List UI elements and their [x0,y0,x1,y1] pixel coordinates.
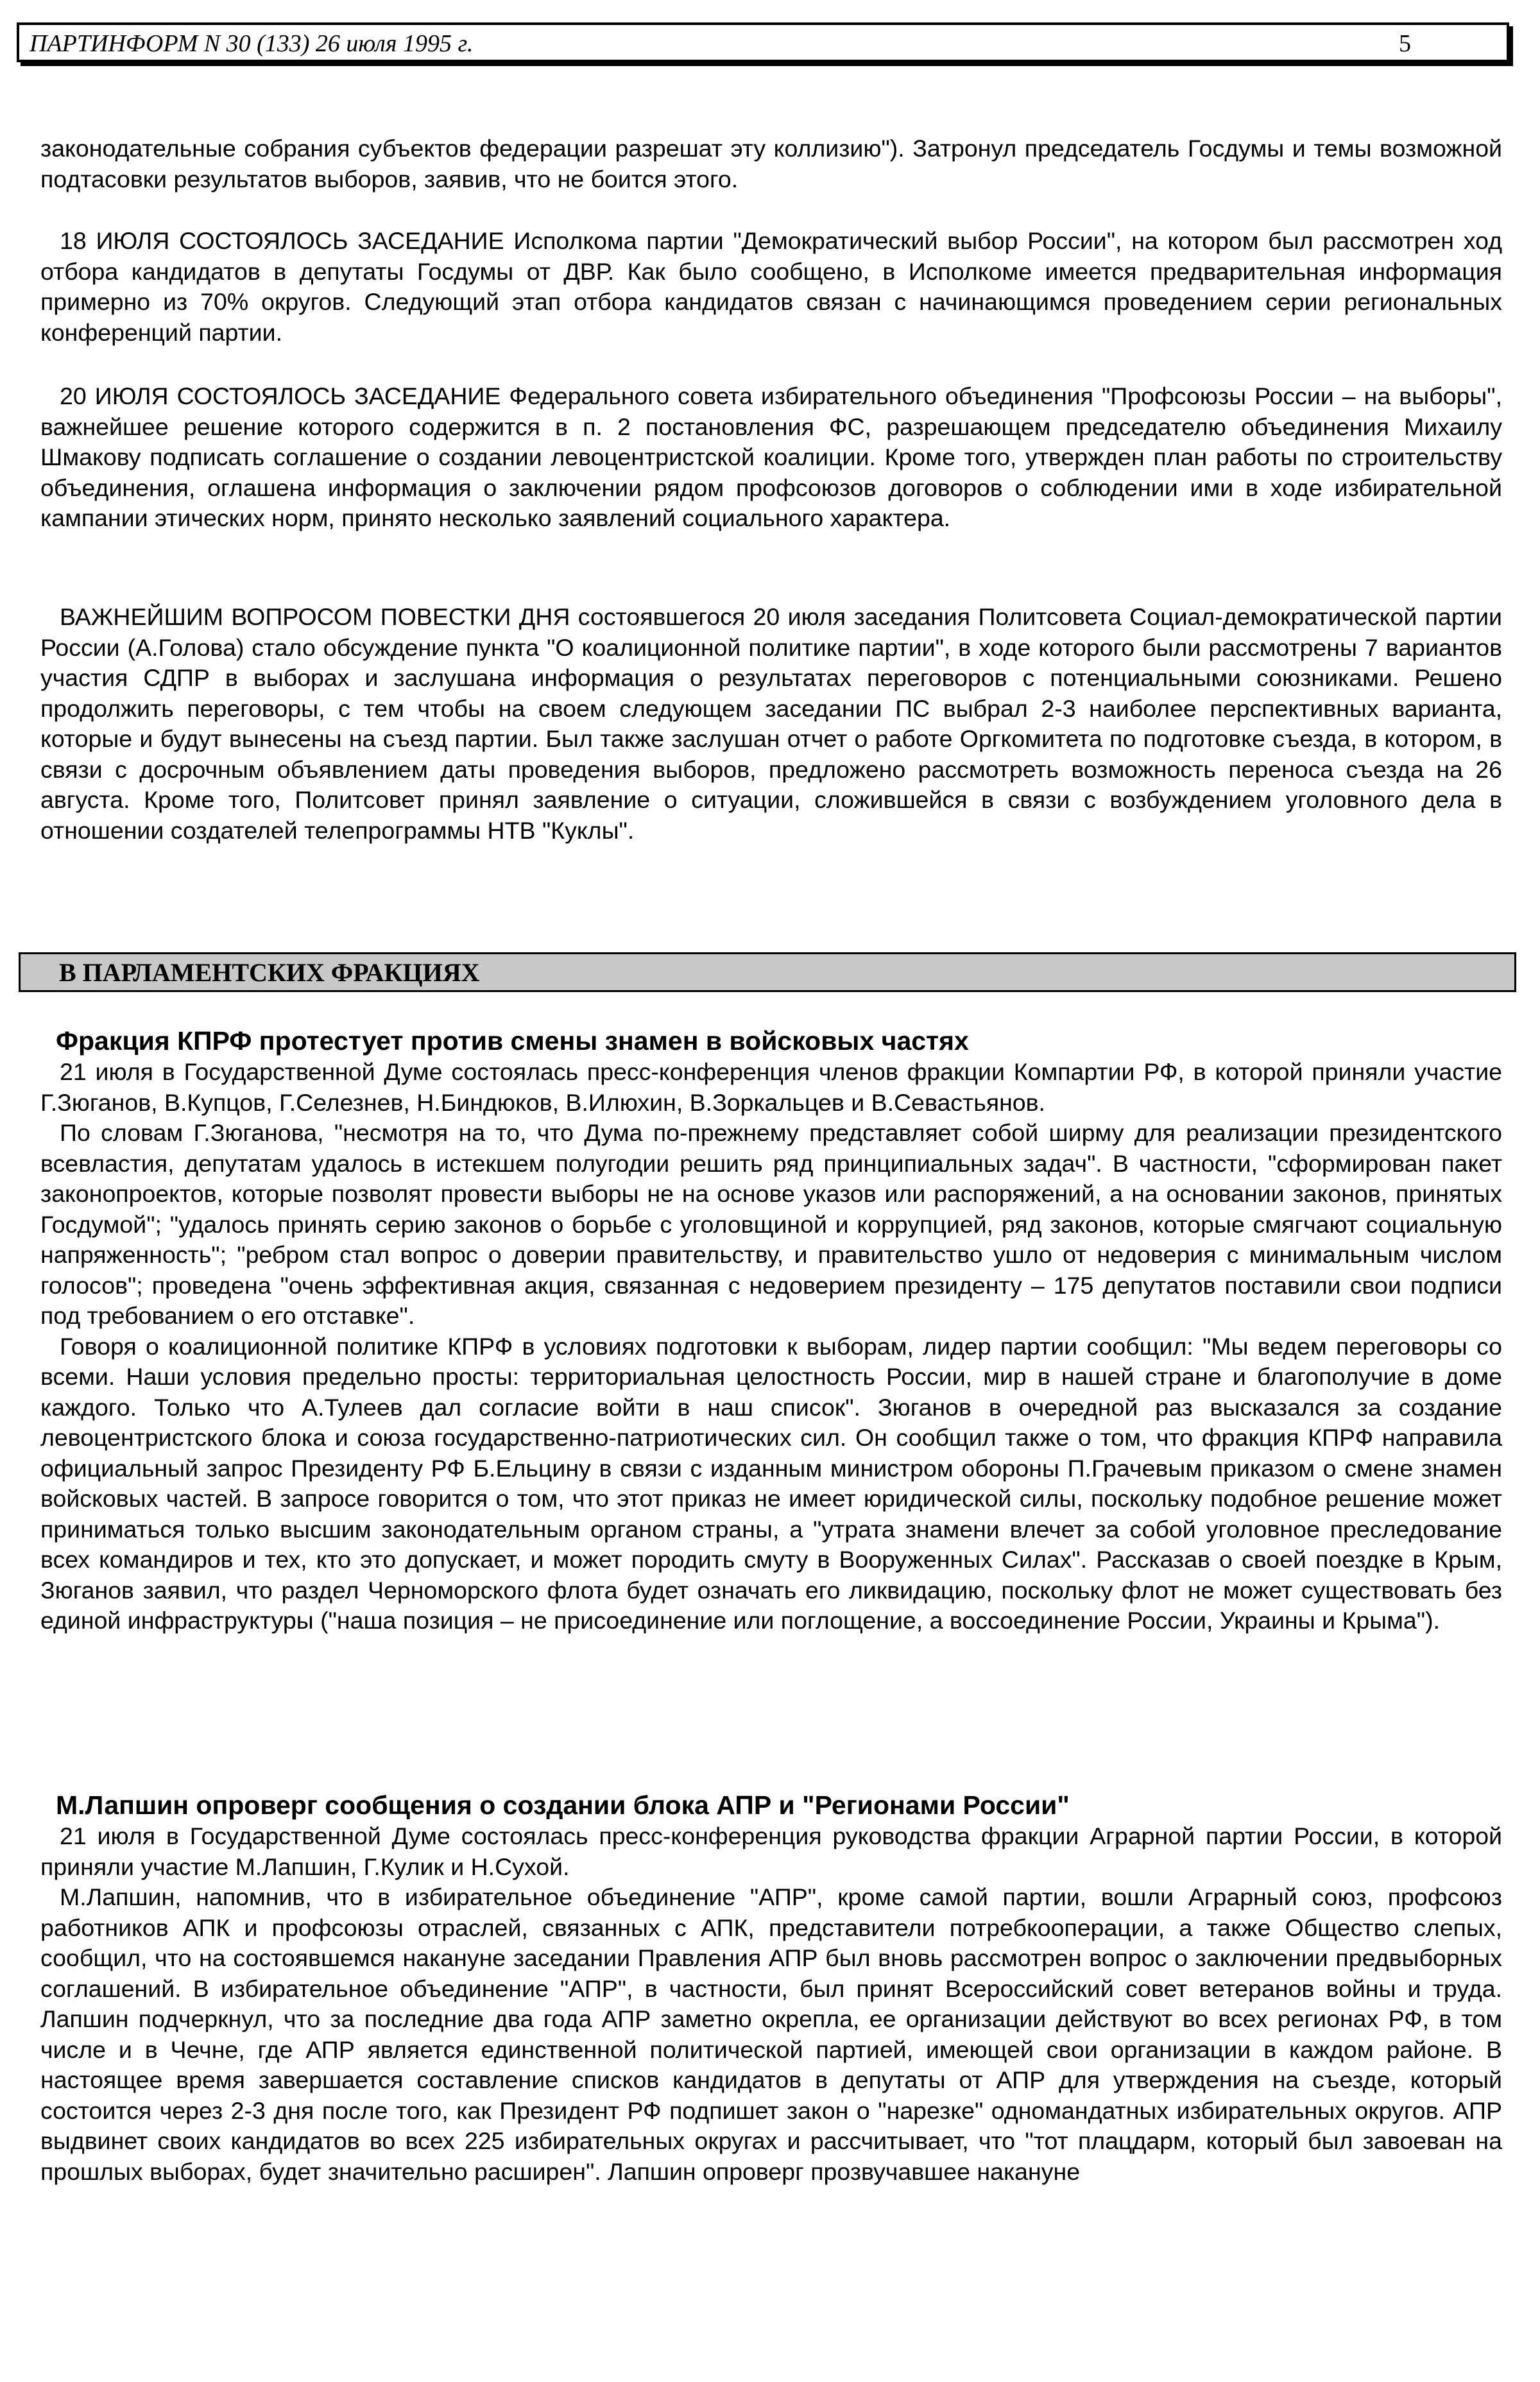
page-number: 5 [1399,30,1411,57]
intro-block [40,133,1502,194]
news-item-trade-unions [40,381,1502,534]
paragraph: ВАЖНЕЙШИМ ВОПРОСОМ ПОВЕСТКИ ДНЯ состоявшегося 20 июля заседания Политсовета Социал-демократической партии России (А.Голова) стало обсуждение пункта "О коалиционной политике партии", в ходе которого были рассмотрены 7 вариантов участия СДПР в выборах и заслушана информация о результатах переговоров с потенциальными союзниками. Решено продолжить переговоры, с тем чтобы на своем следующем заседании ПС выбрал 2-3 наиболее перспективных варианта, которые и будут вынесены на съезд партии. Был также заслушан отчет о работе Оргкомитета по подготовке съезда, в котором, в связи с досрочным объявлением даты проведения выборов, предложено рассмотреть возможность переноса съезда на 26 августа. Кроме того, Политсовет принял заявление о ситуации, сложившейся в связи с возбуждением уголовного дела в отношении создателей телепрограммы НТВ "Куклы". [40,603,1502,844]
section-heading-bar [19,952,1516,992]
article-kprf [40,1025,1502,1636]
article-title: Фракция КПРФ протестует против смены знамен в войсковых частях [56,1026,969,1056]
section-title: В ПАРЛАМЕНТСКИХ ФРАКЦИЯХ [59,958,480,987]
page-header [17,22,1509,62]
paragraph: По словам Г.Зюганова, "несмотря на то, что Дума по-прежнему представляет собой ширму для реализации президентского всевластия, депутатам удалось в истекшем полугодии решить ряд принципиальных задач". В частности, "сформирован пакет законопроектов, которые позволят провести выборы не на основе указов или распоряжений, а на основании законов, принятых Госдумой"; "удалось принять серию законов о борьбе с уголовщиной и коррупцией, ряд законов, которые смягчают социальную напряженность"; "ребром стал вопрос о доверии правительству, и правительство ушло от недоверия с минимальным числом голосов"; проведена "очень эффективная акция, связанная с недоверием президенту – 175 депутатов поставили свои подписи под требованием о его отставке". [40,1119,1502,1329]
paragraph: Говоря о коалиционной политике КПРФ в условиях подготовки к выборам, лидер партии сообщил: "Мы ведем переговоры со всеми. Наши условия предельно просты: территориальная целостность России, мир в нашей стране и благополучие в доме каждого. Только что А.Тулеев дал согласие войти в наш список". Зюганов в очередной раз высказался за создание левоцентристского блока и союза государственно-патриотических сил. Он сообщил также о том, что фракция КПРФ направила официальный запрос Президенту РФ Б.Ельцину в связи с изданным министром обороны П.Грачевым приказом о смене знамен войсковых частей. В запросе говорится о том, что этот приказ не имеет юридической силы, поскольку подобное решение может приниматься только высшим законодательным органом страны, а "утрата знамени влечет за собой уголовное преследование всех командиров и тех, кто это допускает, и может породить смуту в Вооруженных Силах". Рассказав о своей поездке в Крым, Зюганов заявил, что раздел Черноморского флота будет означать его ликвидацию, поскольку флот не может существовать без единой инфраструктуры ("наша позиция – не присоединение или поглощение, а воссоединение России, Украины и Крыма"). [40,1332,1502,1634]
news-item-sdpr [40,602,1502,846]
article-title: М.Лапшин опроверг сообщения о создании блока АПР и "Регионами России" [56,1790,1070,1820]
news-item-dvr [40,226,1502,348]
paragraph: 21 июля в Государственной Думе состоялась пресс-конференция руководства фракции Аграрной партии России, в которой приняли участие М.Лапшин, Г.Кулик и Н.Сухой. [40,1822,1502,1880]
paragraph: законодательные собрания субъектов федерации разрешат эту коллизию"). Затронул председатель Госдумы и темы возможной подтасовки результатов выборов, заявив, что не боится этого. [40,135,1502,193]
paragraph: 21 июля в Государственной Думе состоялась пресс-конференция членов фракции Компартии РФ, в которой приняли участие Г.Зюганов, В.Купцов, Г.Селезнев, Н.Биндюков, В.Илюхин, В.Зоркальцев и В.Севастьянов. [40,1058,1502,1116]
header-title: ПАРТИНФОРМ N 30 (133) 26 июля 1995 г. [30,30,474,57]
paragraph: 18 ИЮЛЯ СОСТОЯЛОСЬ ЗАСЕДАНИЕ Исполкома партии "Демократический выбор России", на котором был рассмотрен ход отбора кандидатов в депутаты Госдумы от ДВР. Как было сообщено, в Исполкоме имеется предварительная информация примерно из 70% округов. Следующий этап отбора кандидатов связан с начинающимся проведением серии региональных конференций партии. [40,227,1502,346]
article-apr [40,1789,1502,2187]
paragraph: М.Лапшин, напомнив, что в избирательное объединение "АПР", кроме самой партии, вошли Аграрный союз, профсоюз работников АПК и профсоюзы отраслей, связанных с АПК, представители потребкооперации, а также Общество слепых, сообщил, что на состоявшемся накануне заседании Правления АПР был вновь рассмотрен вопрос о заключении предвыборных соглашений. В избирательное объединение "АПР", в частности, был принят Всероссийский совет ветеранов войны и труда. Лапшин подчеркнул, что за последние два года АПР заметно окрепла, ее организации действуют во всех регионах РФ, в том числе и в Чечне, где АПР является единственной политической партией, имеющей свои организации в каждом районе. В настоящее время завершается составление списков кандидатов в депутаты от АПР для утверждения на съезде, который состоится через 2-3 дня после того, как Президент РФ подпишет закон о "нарезке" одномандатных избирательных округов. АПР выдвинет своих кандидатов во всех 225 избирательных округах и рассчитывает, что "тот плацдарм, который был завоеван на прошлых выборах, будет значительно расширен". Лапшин опроверг прозвучавшее накануне [40,1883,1502,2185]
paragraph: 20 ИЮЛЯ СОСТОЯЛОСЬ ЗАСЕДАНИЕ Федерального совета избирательного объединения "Профсоюзы России – на выборы", важнейшее решение которого содержится в п. 2 постановления ФС, разрешающем председателю объединения Михаилу Шмакову подписать соглашение о создании левоцентристской коалиции. Кроме того, утвержден план работы по строительству объединения, оглашена информация о заключении рядом профсоюзов договоров о соблюдении ими в ходе избирательной кампании этических норм, принято несколько заявлений социального характера. [40,382,1502,531]
